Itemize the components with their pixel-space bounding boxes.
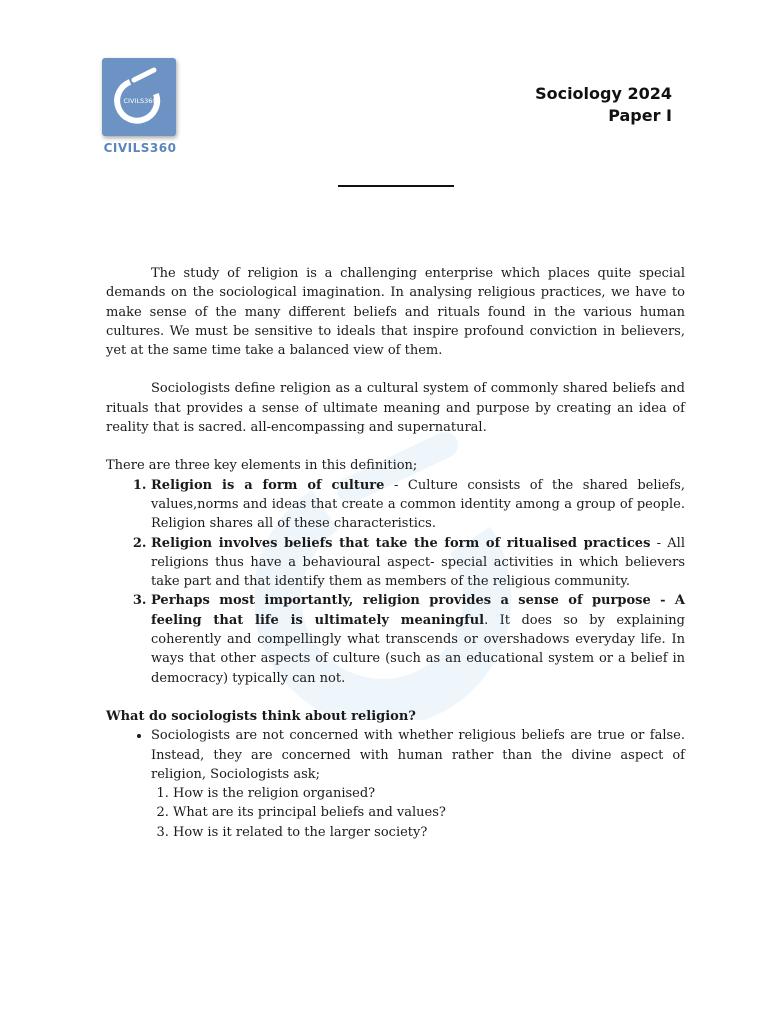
title-divider bbox=[338, 185, 454, 187]
bullet-text: Sociologists are not concerned with whether religious beliefs are true or false. Instead, they are concerned with human rather than the divine aspect of religion, Sociologists ask; bbox=[151, 728, 685, 782]
element-title: Religion involves beliefs that take the form of ritualised practices bbox=[151, 535, 651, 551]
document-heading bbox=[535, 83, 672, 127]
element-text: . It does so by explaining coherently and compellingly what transcends or overshadows everyday life. In ways that other aspects of culture (such as an educational system or a belief in democracy) typically can not. bbox=[151, 612, 685, 686]
element-title: Religion is a form of culture bbox=[151, 477, 385, 493]
list-item bbox=[151, 591, 685, 687]
civils360-logo-icon bbox=[102, 58, 176, 136]
question-item: 2. What are its principal beliefs and values? bbox=[173, 803, 685, 822]
brand-name: CIVILS360 bbox=[103, 141, 177, 155]
element-text: - Culture consists of the shared beliefs, values,norms and ideas that create a common identity among a group of people. Religion shares all of these characteristics. bbox=[151, 477, 685, 532]
elements-lead: There are three key elements in this definition; bbox=[106, 458, 418, 474]
key-elements-list bbox=[106, 476, 685, 688]
subject-title: Sociology 2024 bbox=[535, 84, 672, 103]
section-heading bbox=[106, 707, 685, 726]
list-item bbox=[151, 726, 685, 842]
section-bullets bbox=[106, 726, 685, 842]
question-item: 1. How is the religion organised? bbox=[173, 784, 685, 803]
list-item bbox=[151, 476, 685, 534]
brand-logo bbox=[102, 58, 177, 155]
section-heading-text: What do sociologists think about religion? bbox=[106, 708, 416, 724]
question-item: 3. How is it related to the larger society? bbox=[173, 823, 685, 842]
paper-title: Paper I bbox=[608, 106, 672, 125]
element-text: - All religions thus have a behavioural aspect- special activities in which believers take part and that identify them as members of the religious community. bbox=[151, 535, 685, 590]
list-item bbox=[151, 534, 685, 592]
element-title: Perhaps most importantly, religion provides a sense of purpose - A feeling that life is ultimately meaningful bbox=[151, 593, 685, 628]
questions-list bbox=[151, 784, 685, 842]
logo-icon-text: CIVILS360 bbox=[123, 97, 157, 105]
document-body bbox=[106, 264, 685, 842]
definition-paragraph: Sociologists define religion as a cultural system of commonly shared beliefs and rituals that provides a sense of ultimate meaning and purpose by creating an idea of reality that is sacred. all-encompassing and supernatural. bbox=[106, 381, 685, 436]
logo-badge bbox=[102, 58, 176, 136]
intro-paragraph: The study of religion is a challenging enterprise which places quite special demands on the sociological imagination. In analysing religious practices, we have to make sense of the many different beliefs and rituals found in the various human cultures. We must be sensitive to ideals that inspire profound conviction in believers, yet at the same time take a balanced view of them. bbox=[106, 266, 685, 359]
